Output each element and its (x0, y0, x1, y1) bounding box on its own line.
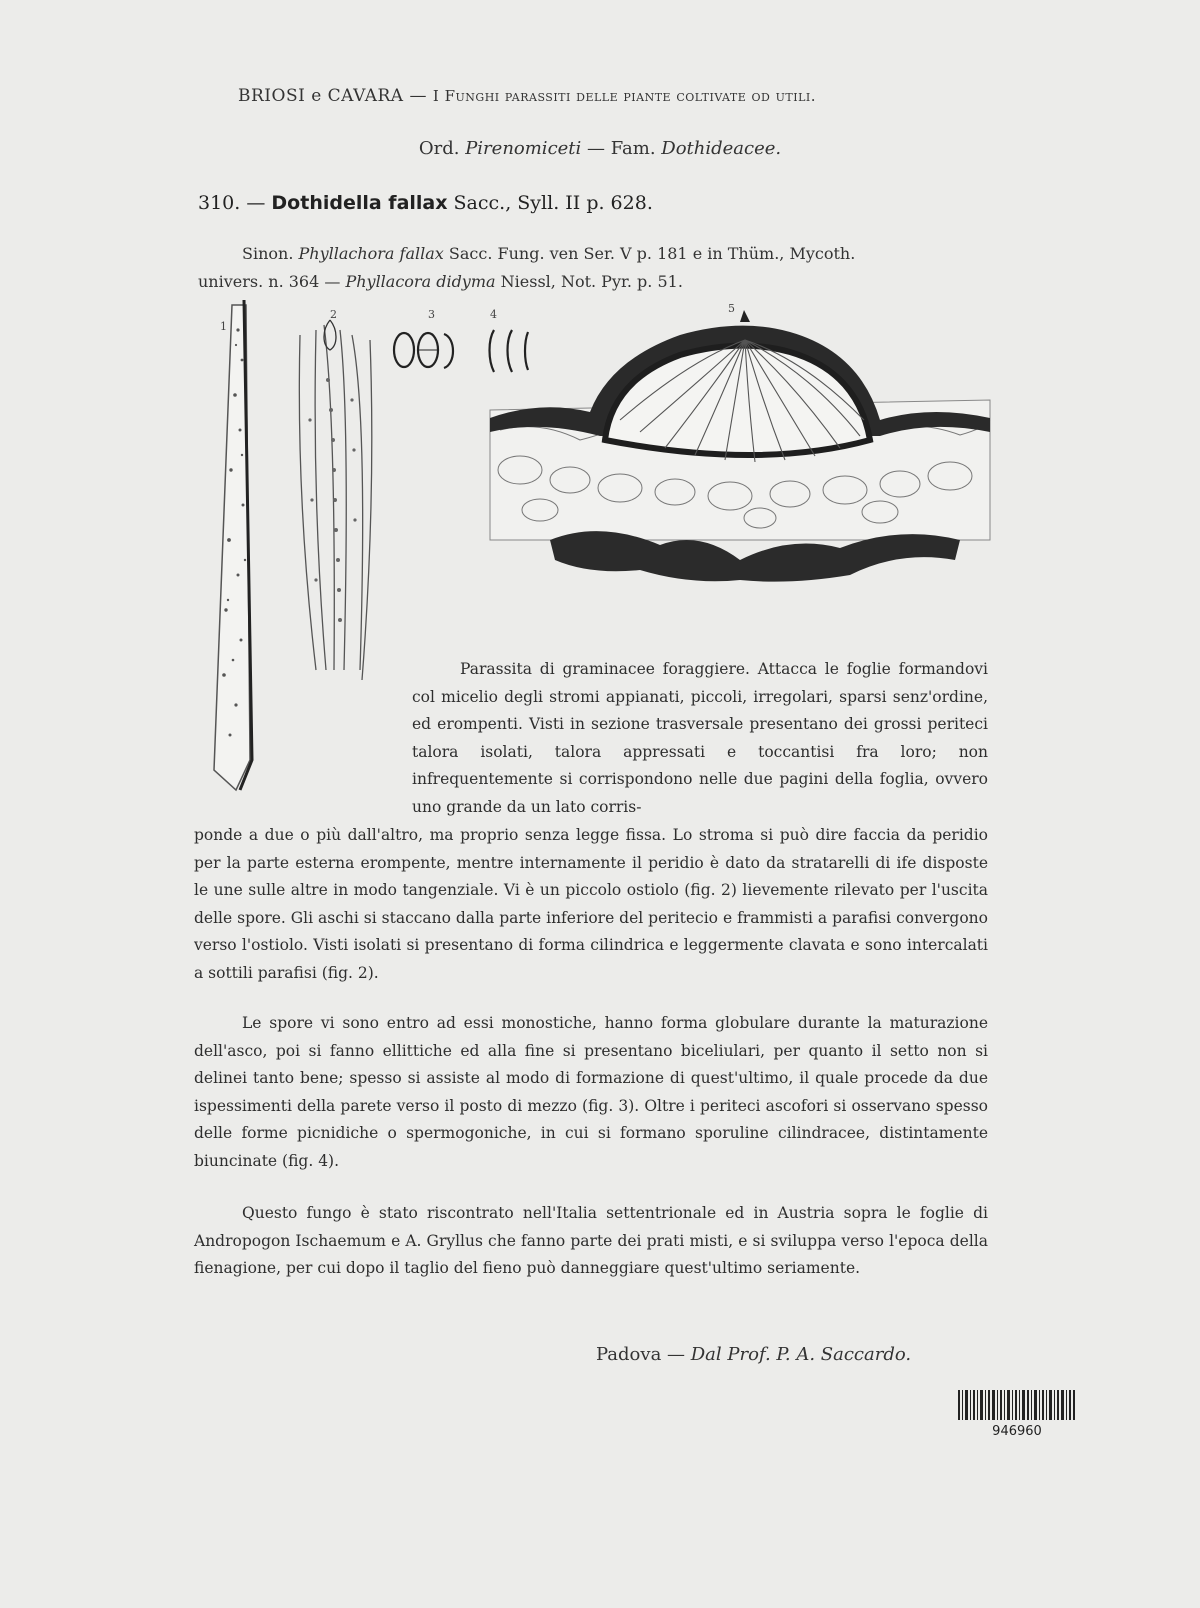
signature-line: Padova — Dal Prof. P. A. Saccardo. (596, 1344, 912, 1365)
synonyms-block: Sinon. Phyllachora fallax Sacc. Fung. ven Ser. V p. 181 e in Thüm., Mycoth. univers. n. 364 — Phyllacora didyma Niessl, Not. Pyr. p. 51. (198, 244, 856, 291)
running-header: BRIOSI e CAVARA — I Funghi parassiti delle piante coltivate od utili. (238, 86, 817, 106)
collector: Dal Prof. P. A. Saccardo. (690, 1344, 912, 1365)
species-name: Dothidella fallax (271, 192, 448, 214)
species-heading: 310. — Dothidella fallax Sacc., Syll. II p. 628. (198, 192, 653, 214)
description-paragraph-2: Le spore vi sono entro ad essi monostiche, hanno forma globulare durante la maturazione dell'asco, poi si fanno ellittiche ed alla fine si presentano biceliulari, per quanto il setto non si delinei tanto bene; spesso si assiste al modo di formazione di quest'ultimo, il quale procede da due ispessimenti della parete verso il posto di mezzo (fig. 3). Oltre i periteci ascofori si osservano spesso delle forme picnidiche o spermogoniche, in cui si formano sporuline cilindracee, distintamente biuncinate (fig. 4). (194, 1014, 988, 1170)
fig2-label: 2 (330, 308, 337, 321)
classification-line: Ord. Pirenomiceti — Fam. Dothideacee. (418, 138, 782, 159)
header-series-title: I Funghi parassiti delle piante coltivate od utili. (432, 87, 817, 105)
header-authors: BRIOSI e CAVARA (238, 86, 404, 106)
species-citation: Sacc., Syll. II p. 628. (447, 192, 653, 214)
place: Padova (596, 1344, 662, 1365)
synonym-1: Phyllachora fallax (298, 244, 444, 263)
description-paragraph-1b: ponde a due o più dall'altro, ma proprio senza legge fissa. Lo stroma si può dire faccia da peridio per la parte esterna erompente, mentre internamente il peridio è dato da stratarelli di ife disposte le une sulle altre in modo tangenziale. Vi è un piccolo ostiolo (fig. 2) lievemente rilevato per l'uscita delle spore. Gli aschi si staccano dalla parte inferiore del peritecio e frammisti a parafisi convergono verso l'ostiolo. Visti isolati si presentano di forma cilindrica e leggermente clavata e sono intercalati a sottili parafisi (fig. 2). (194, 826, 988, 982)
fig5-label: 5 (728, 302, 735, 315)
family-name: Dothideacee. (661, 138, 782, 159)
fig4-label: 4 (490, 308, 497, 321)
synonym-2: Phyllacora didyma (345, 272, 496, 291)
barcode-bars (954, 1388, 1080, 1422)
description-paragraph-3: Questo fungo è stato riscontrato nell'Italia settentrionale ed in Austria sopra le foglie di Andropogon Ischaemum e A. Gryllus che fanno parte dei prati misti, e si sviluppa verso l'epoca della fienagione, per cui dopo il taglio del fieno può danneggiare quest'ultimo seriamente. (194, 1204, 988, 1277)
order-name: Pirenomiceti (465, 138, 582, 159)
fig5-perithecium-drawing (490, 310, 990, 582)
herbarium-barcode (954, 1388, 1080, 1439)
fig1-leaf-drawing (214, 300, 252, 790)
description-paragraph-1a: Parassita di graminacee foraggiere. Attacca le foglie formandovi col micelio degli stromi appianati, piccoli, irregolari, sparsi senz'ordine, ed erompenti. Visti in sezione trasversale presentano dei grossi periteci talora isolati, talora appressati e toccantisi fra loro; non infrequentemente si corrispondono nelle due pagini della foglia, ovvero uno grande da un lato corris- (412, 660, 988, 816)
fig4-sporules-drawing (490, 330, 529, 372)
fig3-label: 3 (428, 308, 435, 321)
fig1-label: 1 (220, 320, 227, 333)
barcode-number: 946960 (992, 1424, 1042, 1439)
fig3-spores-drawing (394, 333, 453, 368)
species-number: 310. (198, 192, 241, 214)
